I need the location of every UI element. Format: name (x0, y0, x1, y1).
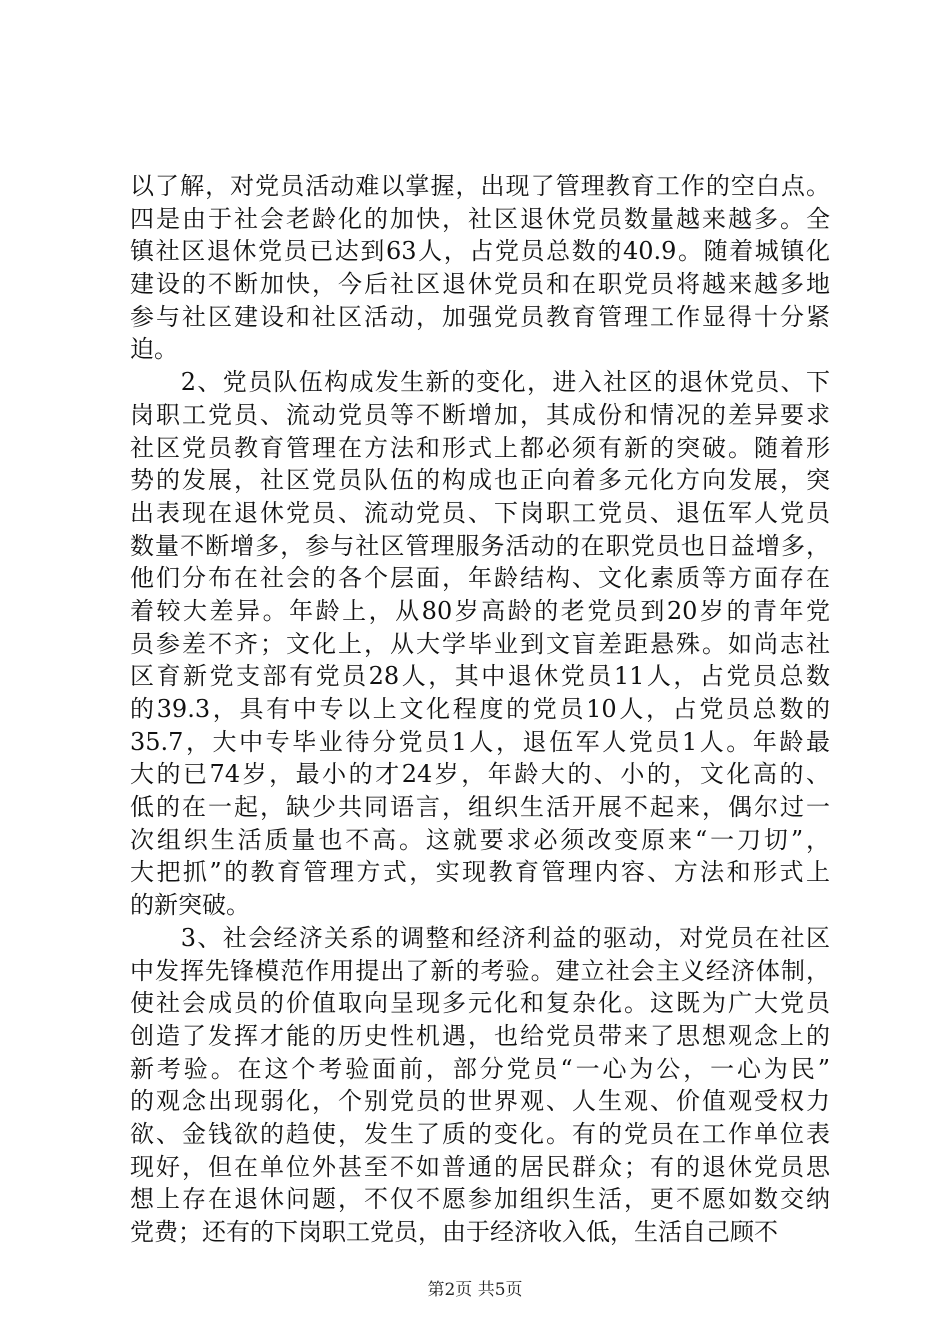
text-line: 3、社会经济关系的调整和经济利益的驱动，对党员在社区 (130, 923, 830, 952)
text-line: 出表现在退休党员、流动党员、下岗职工党员、退伍军人党员 (130, 498, 830, 527)
paragraph-continued (130, 170, 830, 366)
text-line: 低的在一起，缺少共同语言，组织生活开展不起来，偶尔过一 (130, 793, 830, 822)
text-line: 迫。 (130, 335, 178, 364)
text-line: 的新突破。 (130, 891, 250, 920)
text-line: 镇社区退休党员已达到63人，占党员总数的40.9。随着城镇化 (130, 237, 830, 266)
text-line: 党费；还有的下岗职工党员，由于经济收入低，生活自己顾不 (130, 1218, 778, 1246)
text-line: 四是由于社会老龄化的加快，社区退休党员数量越来越多。全 (130, 204, 830, 233)
text-line: 区育新党支部有党员28人，其中退休党员11人，占党员总数 (130, 662, 830, 691)
text-line: 岗职工党员、流动党员等不断增加，其成份和情况的差异要求 (130, 400, 830, 429)
page-number-label: 第2页 共5页 (427, 1280, 523, 1300)
text-line: 着较大差异。年龄上，从80岁高龄的老党员到20岁的青年党 (130, 596, 830, 625)
text-line: 建设的不断加快，今后社区退休党员和在职党员将越来越多地 (130, 270, 830, 299)
text-line: 新考验。在这个考验面前，部分党员“一心为公，一心为民” (130, 1054, 830, 1083)
document-body (130, 170, 830, 1249)
text-line: 社区党员教育管理在方法和形式上都必须有新的突破。随着形 (130, 433, 830, 462)
paragraph-point-3 (130, 922, 830, 1249)
text-line: 使社会成员的价值取向呈现多元化和复杂化。这既为广大党员 (130, 989, 830, 1018)
text-line: 的观念出现弱化，个别党员的世界观、人生观、价值观受权力 (130, 1087, 830, 1116)
page-number-footer (0, 1280, 950, 1300)
text-line: 的39.3，具有中专以上文化程度的党员10人，占党员总数的 (130, 695, 830, 723)
text-line: 35.7，大中专毕业待分党员1人，退伍军人党员1人。年龄最 (130, 727, 830, 756)
text-line: 次组织生活质量也不高。这就要求必须改变原来“一刀切”， (130, 825, 830, 854)
text-line: 大把抓”的教育管理方式，实现教育管理内容、方法和形式上 (130, 858, 830, 887)
text-line: 员参差不齐；文化上，从大学毕业到文盲差距悬殊。如尚志社 (130, 629, 830, 658)
text-line: 2、党员队伍构成发生新的变化，进入社区的退休党员、下 (130, 368, 830, 397)
text-line: 大的已74岁，最小的才24岁，年龄大的、小的，文化高的、 (130, 760, 830, 789)
text-line: 以了解，对党员活动难以掌握，出现了管理教育工作的空白点。 (130, 172, 830, 200)
text-line: 参与社区建设和社区活动，加强党员教育管理工作显得十分紧 (130, 302, 830, 331)
text-line: 想上存在退休问题，不仅不愿参加组织生活，更不愿如数交纳 (130, 1185, 830, 1214)
text-line: 势的发展，社区党员队伍的构成也正向着多元化方向发展，突 (130, 466, 830, 495)
text-line: 他们分布在社会的各个层面，年龄结构、文化素质等方面存在 (130, 564, 830, 593)
paragraph-point-2 (130, 366, 830, 922)
text-line: 数量不断增多，参与社区管理服务活动的在职党员也日益增多， (130, 531, 830, 560)
text-line: 欲、金钱欲的趋使，发生了质的变化。有的党员在工作单位表 (130, 1119, 830, 1148)
text-line: 创造了发挥才能的历史性机遇，也给党员带来了思想观念上的 (130, 1021, 830, 1050)
text-line: 现好，但在单位外甚至不如普通的居民群众；有的退休党员思 (130, 1152, 830, 1181)
text-line: 中发挥先锋模范作用提出了新的考验。建立社会主义经济体制， (130, 956, 830, 985)
